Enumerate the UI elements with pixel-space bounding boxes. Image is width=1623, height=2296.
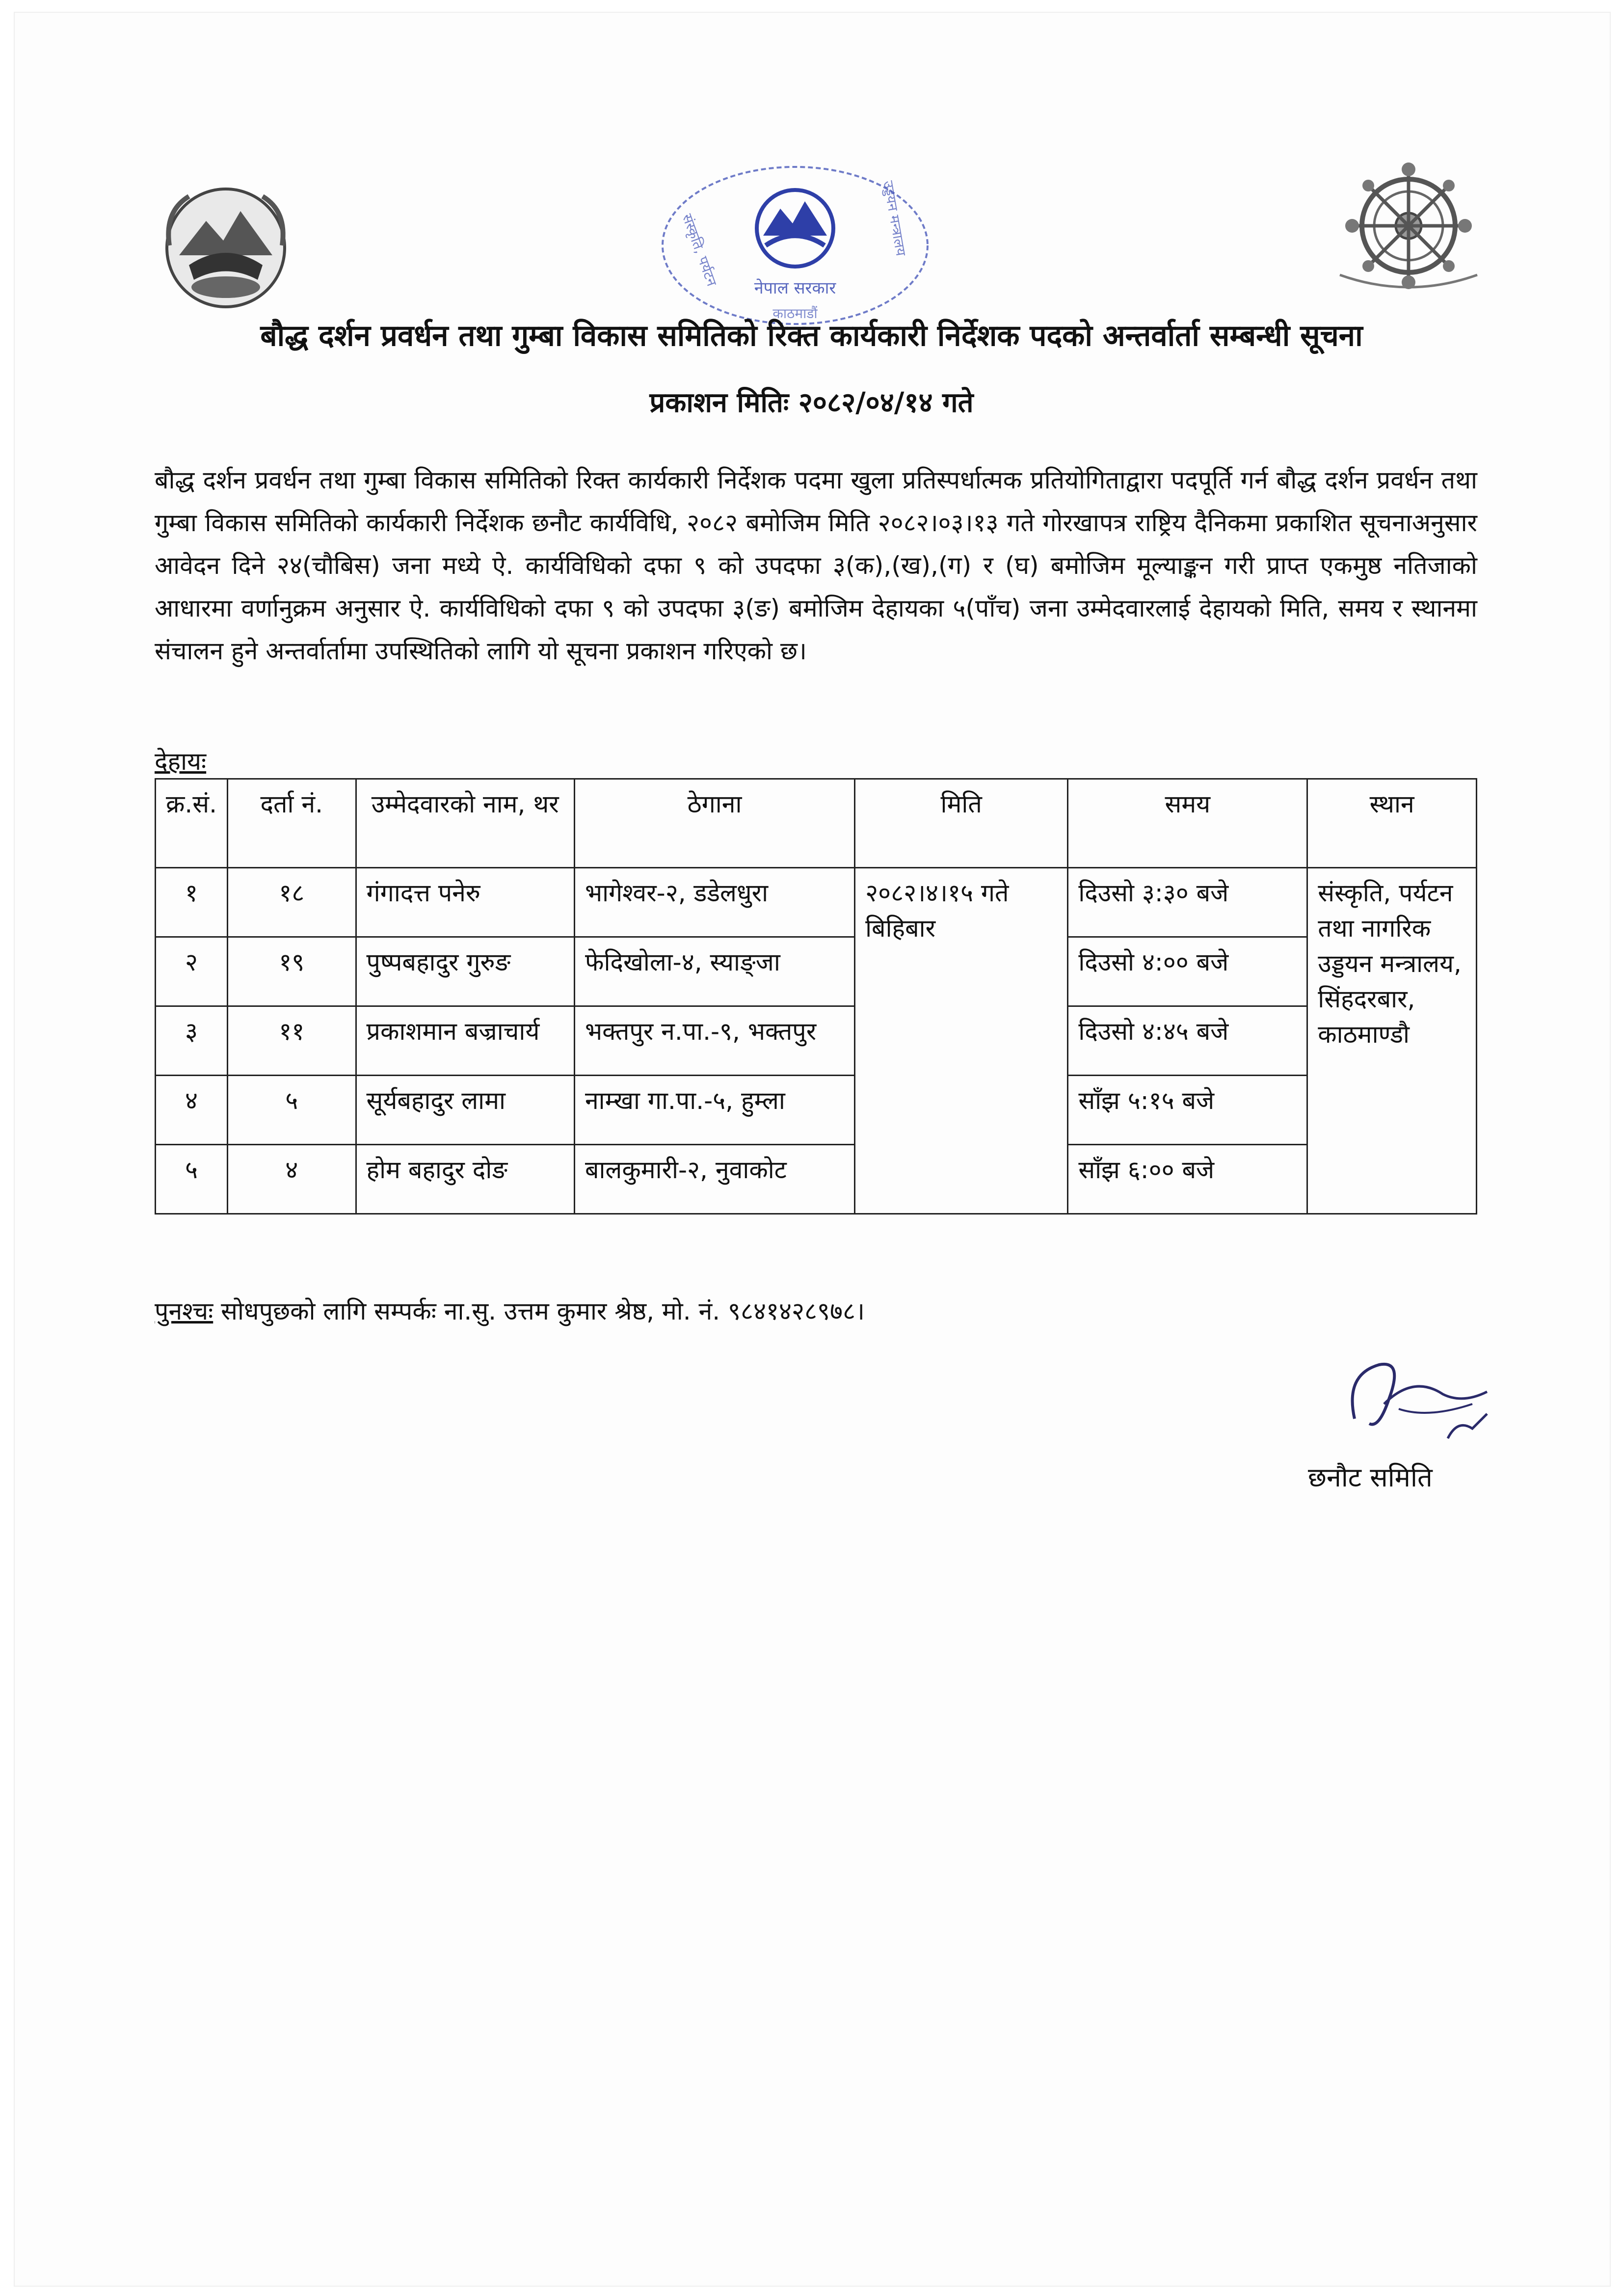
cell-reg: १८ bbox=[228, 868, 356, 937]
cell-reg: ११ bbox=[228, 1006, 356, 1076]
svg-text:संस्कृति, पर्यटन: संस्कृति, पर्यटन bbox=[679, 212, 720, 289]
candidate-table bbox=[155, 778, 1477, 1215]
cell-reg: ४ bbox=[228, 1145, 356, 1214]
cell-name: गंगादत्त पनेरु bbox=[356, 868, 574, 937]
header-time: समय bbox=[1068, 779, 1307, 868]
cell-time: दिउसो ३:३० बजे bbox=[1068, 868, 1307, 937]
cell-time: दिउसो ४:४५ बजे bbox=[1068, 1006, 1307, 1076]
notice-title: बौद्ध दर्शन प्रवर्धन तथा गुम्बा विकास समितिको रिक्त कार्यकारी निर्देशक पदको अन्तर्वार्ता सम्बन्धी सूचना bbox=[260, 319, 1363, 353]
table-row bbox=[156, 1145, 1477, 1214]
postscript-label: पुनश्चः bbox=[155, 1297, 213, 1325]
cell-time: साँझ ६:०० बजे bbox=[1068, 1145, 1307, 1214]
table-header-row bbox=[156, 779, 1477, 868]
header-name: उम्मेदवारको नाम, थर bbox=[356, 779, 574, 868]
svg-text:काठमाडौं: काठमाडौं bbox=[772, 305, 818, 322]
dehay-label: देहायः bbox=[155, 747, 207, 776]
svg-text:उड्डयन मन्त्रालय: उड्डयन मन्त्रालय bbox=[880, 179, 909, 257]
publication-date: प्रकाशन मितिः २०८२/०४/१४ गते bbox=[649, 387, 974, 419]
notice-paragraph: बौद्ध दर्शन प्रवर्धन तथा गुम्बा विकास समितिको रिक्त कार्यकारी निर्देशक पदमा खुला प्रतिस्पर्धात्मक प्रतियोगिताद्वारा पदपूर्ति गर्न बौद्ध दर्शन प्रवर्धन तथा गुम्बा विकास समितिको कार्यकारी निर्देशक छनौट कार्यविधि, २०८२ बमोजिम मिति २०८२।०३।१३ गते गोरखापत्र राष्ट्रिय दैनिकमा प्रकाशित सूचनाअनुसार आवेदन दिने २४(चौबिस) जना मध्ये ऐ. कार्यविधिको दफा ९ को उपदफा ३(क),(ख),(ग) र (घ) बमोजिम मूल्याङ्कन गरी प्राप्त एकमुष्ठ नतिजाको आधारमा वर्णानुक्रम अनुसार ऐ. कार्यविधिको दफा ९ को उपदफा ३(ङ) बमोजिम देहायका ५(पाँच) जना उम्मेदवारलाई देहायको मिति, समय र स्थानमा संचालन हुने अन्तर्वार्तामा उपस्थितिको लागि यो सूचना प्रकाशन गरिएको छ। bbox=[155, 466, 1477, 665]
header-date: मिति bbox=[855, 779, 1068, 868]
postscript-text: सोधपुछको लागि सम्पर्कः ना.सु. उत्तम कुमार श्रेष्ठ, मो. नं. ९८४१४२८९७८। bbox=[213, 1297, 865, 1325]
cell-address: बालकुमारी-२, नुवाकोट bbox=[574, 1145, 854, 1214]
committee-signature-label: छनौट समिति bbox=[1308, 1462, 1433, 1493]
cell-sn: ४ bbox=[156, 1076, 228, 1145]
header-reg: दर्ता नं. bbox=[228, 779, 356, 868]
table-row bbox=[156, 937, 1477, 1006]
header-address: ठेगाना bbox=[574, 779, 854, 868]
nepal-coat-of-arms-icon bbox=[160, 182, 292, 314]
cell-time: साँझ ५:१५ बजे bbox=[1068, 1076, 1307, 1145]
cell-sn: ३ bbox=[156, 1006, 228, 1076]
ministry-seal-icon bbox=[653, 162, 937, 329]
cell-name: पुष्पबहादुर गुरुङ bbox=[356, 937, 574, 1006]
cell-sn: १ bbox=[156, 868, 228, 937]
table-row bbox=[156, 1006, 1477, 1076]
cell-address: नाम्खा गा.पा.-५, हुम्ला bbox=[574, 1076, 854, 1145]
signature-icon bbox=[1325, 1345, 1502, 1458]
dharma-wheel-icon bbox=[1320, 152, 1497, 299]
cell-interview-place: संस्कृति, पर्यटन तथा नागरिक उड्डयन मन्त्रालय, सिंहदरबार, काठमाण्डौ bbox=[1307, 868, 1477, 1214]
cell-address: फेदिखोला-४, स्याङ्जा bbox=[574, 937, 854, 1006]
cell-sn: ५ bbox=[156, 1145, 228, 1214]
cell-name: सूर्यबहादुर लामा bbox=[356, 1076, 574, 1145]
postscript-note bbox=[155, 1294, 865, 1327]
svg-text:नेपाल सरकार: नेपाल सरकार bbox=[754, 278, 836, 298]
cell-address: भागेश्वर-२, डडेलधुरा bbox=[574, 868, 854, 937]
cell-reg: १९ bbox=[228, 937, 356, 1006]
cell-interview-date: २०८२।४।१५ गते बिहिबार bbox=[855, 868, 1068, 1214]
cell-name: प्रकाशमान बज्राचार्य bbox=[356, 1006, 574, 1076]
cell-sn: २ bbox=[156, 937, 228, 1006]
table-row bbox=[156, 868, 1477, 937]
header-sn: क्र.सं. bbox=[156, 779, 228, 868]
header-place: स्थान bbox=[1307, 779, 1477, 868]
cell-time: दिउसो ४:०० बजे bbox=[1068, 937, 1307, 1006]
cell-address: भक्तपुर न.पा.-९, भक्तपुर bbox=[574, 1006, 854, 1076]
cell-reg: ५ bbox=[228, 1076, 356, 1145]
table-row bbox=[156, 1076, 1477, 1145]
cell-name: होम बहादुर दोङ bbox=[356, 1145, 574, 1214]
